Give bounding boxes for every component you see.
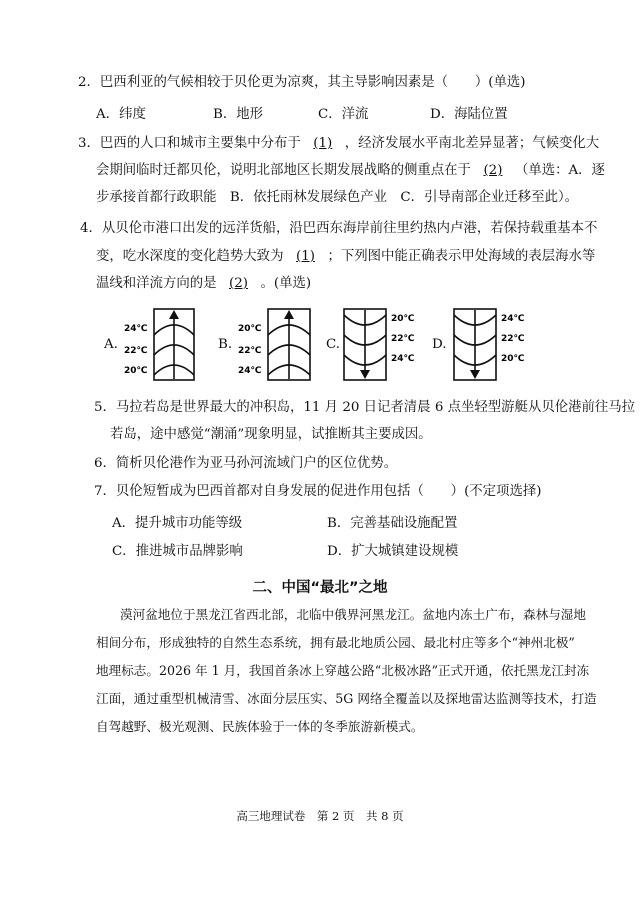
q3-line-1 xyxy=(78,135,599,153)
figure-c-letter: C. xyxy=(326,337,341,352)
figure-d-label-3: 20℃ xyxy=(501,354,525,364)
passage-line-3: 地理标志。2026 年 1 月，我国首条冰上穿越公路“北极冰路”正式开通，依托黑龙江封冻 xyxy=(96,663,590,678)
figure-c-label-2: 22℃ xyxy=(391,334,415,344)
q3-text: 会期间临时迁都贝伦，说明北部地区长期发展战略的侧重点在于 xyxy=(96,163,471,178)
q7-option-a: A．提升城市功能等级 xyxy=(112,516,243,531)
figure-a-label-3: 20℃ xyxy=(124,366,148,376)
figure-b xyxy=(234,307,312,382)
figure-b-label-2: 22℃ xyxy=(238,346,262,356)
q2-option-d: D．海陆位置 xyxy=(430,107,508,122)
q4-text: 变，吃水深度的变化趋势大致为 xyxy=(96,249,284,264)
passage-line-1: 漠河盆地位于黑龙江省西北部，北临中俄界河黑龙江。盆地内冻土广布，森林与湿地 xyxy=(120,607,586,622)
figure-b-letter: B. xyxy=(218,337,233,352)
figure-d xyxy=(452,307,532,382)
figure-b-arrow-up-icon xyxy=(284,310,294,319)
q4-text: 温线和洋流方向的是 xyxy=(96,276,217,291)
figure-a-label-1: 24℃ xyxy=(124,324,148,334)
figure-b-label-1: 20℃ xyxy=(238,324,262,334)
q7-stem: 7．贝伦短暂成为巴西首都对自身发展的促进作用包括（ ）(不定项选择) xyxy=(94,484,542,499)
passage-line-5: 自驾越野、极光观测、民族体验于一体的冬季旅游新模式。 xyxy=(96,719,424,734)
q2-option-a: A．纬度 xyxy=(96,107,146,122)
figure-d-label-2: 22℃ xyxy=(501,334,525,344)
q7-option-c: C．推进城市品牌影响 xyxy=(112,544,243,559)
figure-c-label-3: 24℃ xyxy=(391,354,415,364)
q4-line-2 xyxy=(96,248,595,266)
figure-c xyxy=(342,307,422,382)
q4-blank-1: (1) xyxy=(295,249,315,264)
figure-d-arrow-down-icon xyxy=(470,370,480,379)
figure-a xyxy=(118,307,196,382)
q3-line-2 xyxy=(96,162,605,180)
figure-c-arrow-down-icon xyxy=(360,370,370,379)
figure-c-label-1: 20℃ xyxy=(391,314,415,324)
passage-line-4: 江面，通过重型机械清雪、冰面分层压实、5G 网络全覆盖以及探地雷达监测等技术，打造 xyxy=(96,691,597,706)
q2-stem: 2．巴西利亚的气候相较于贝伦更为凉爽，其主导影响因素是（ ）(单选) xyxy=(78,75,526,90)
figure-b-label-3: 24℃ xyxy=(238,366,262,376)
q3-blank-1: (1) xyxy=(313,136,333,151)
q3-text: 3．巴西的人口和城市主要集中分布于 xyxy=(78,136,301,151)
figure-a-arrow-up-icon xyxy=(169,310,179,319)
q6-text: 6．简析贝伦港作为亚马孙河流域门户的区位优势。 xyxy=(94,456,398,471)
q3-text: ，经济发展水平南北差异显著；气候变化大 xyxy=(344,136,600,151)
q5-line-2: 若岛，途中感觉“潮涌”现象明显，试推断其主要成因。 xyxy=(110,427,432,442)
figure-a-label-2: 22℃ xyxy=(124,346,148,356)
q2-option-c: C．洋流 xyxy=(318,107,369,122)
q7-option-b: B．完善基础设施配置 xyxy=(327,516,458,531)
figure-d-letter: D. xyxy=(432,337,447,352)
q4-text: 。(单选) xyxy=(260,276,312,291)
q5-line-1: 5．马拉若岛是世界最大的冲积岛，11 月 20 日记者清晨 6 点坐轻型游艇从贝伦港前往马拉 xyxy=(94,400,636,415)
section-2-title: 二、中国“最北”之地 xyxy=(252,580,388,596)
passage-line-2: 相间分布，形成独特的自然生态系统，拥有最北地质公园、最北村庄等多个“神州北极” xyxy=(96,635,575,650)
q3-blank-2: (2) xyxy=(483,163,503,178)
q2-option-b: B．地形 xyxy=(213,107,264,122)
q3-line-3: 步承接首都行政职能 B．依托雨林发展绿色产业 C．引导南部企业迁移至此）。 xyxy=(96,190,579,205)
figure-d-label-1: 24℃ xyxy=(501,314,525,324)
q7-option-d: D．扩大城镇建设规模 xyxy=(327,544,459,559)
q4-text: ；下列图中能正确表示甲处海域的表层海水等 xyxy=(327,249,596,264)
q3-text: （单选：A．逐 xyxy=(514,163,605,178)
q4-line-3 xyxy=(96,275,311,293)
figure-a-letter: A. xyxy=(104,337,118,352)
q4-blank-2: (2) xyxy=(229,276,248,291)
q4-line-1: 4．从贝伦市港口出发的远洋货船，沿巴西东海岸前往里约热内卢港，若保持载重基本不 xyxy=(80,221,598,236)
page-footer: 高三地理试卷 第 2 页 共 8 页 xyxy=(236,809,404,823)
